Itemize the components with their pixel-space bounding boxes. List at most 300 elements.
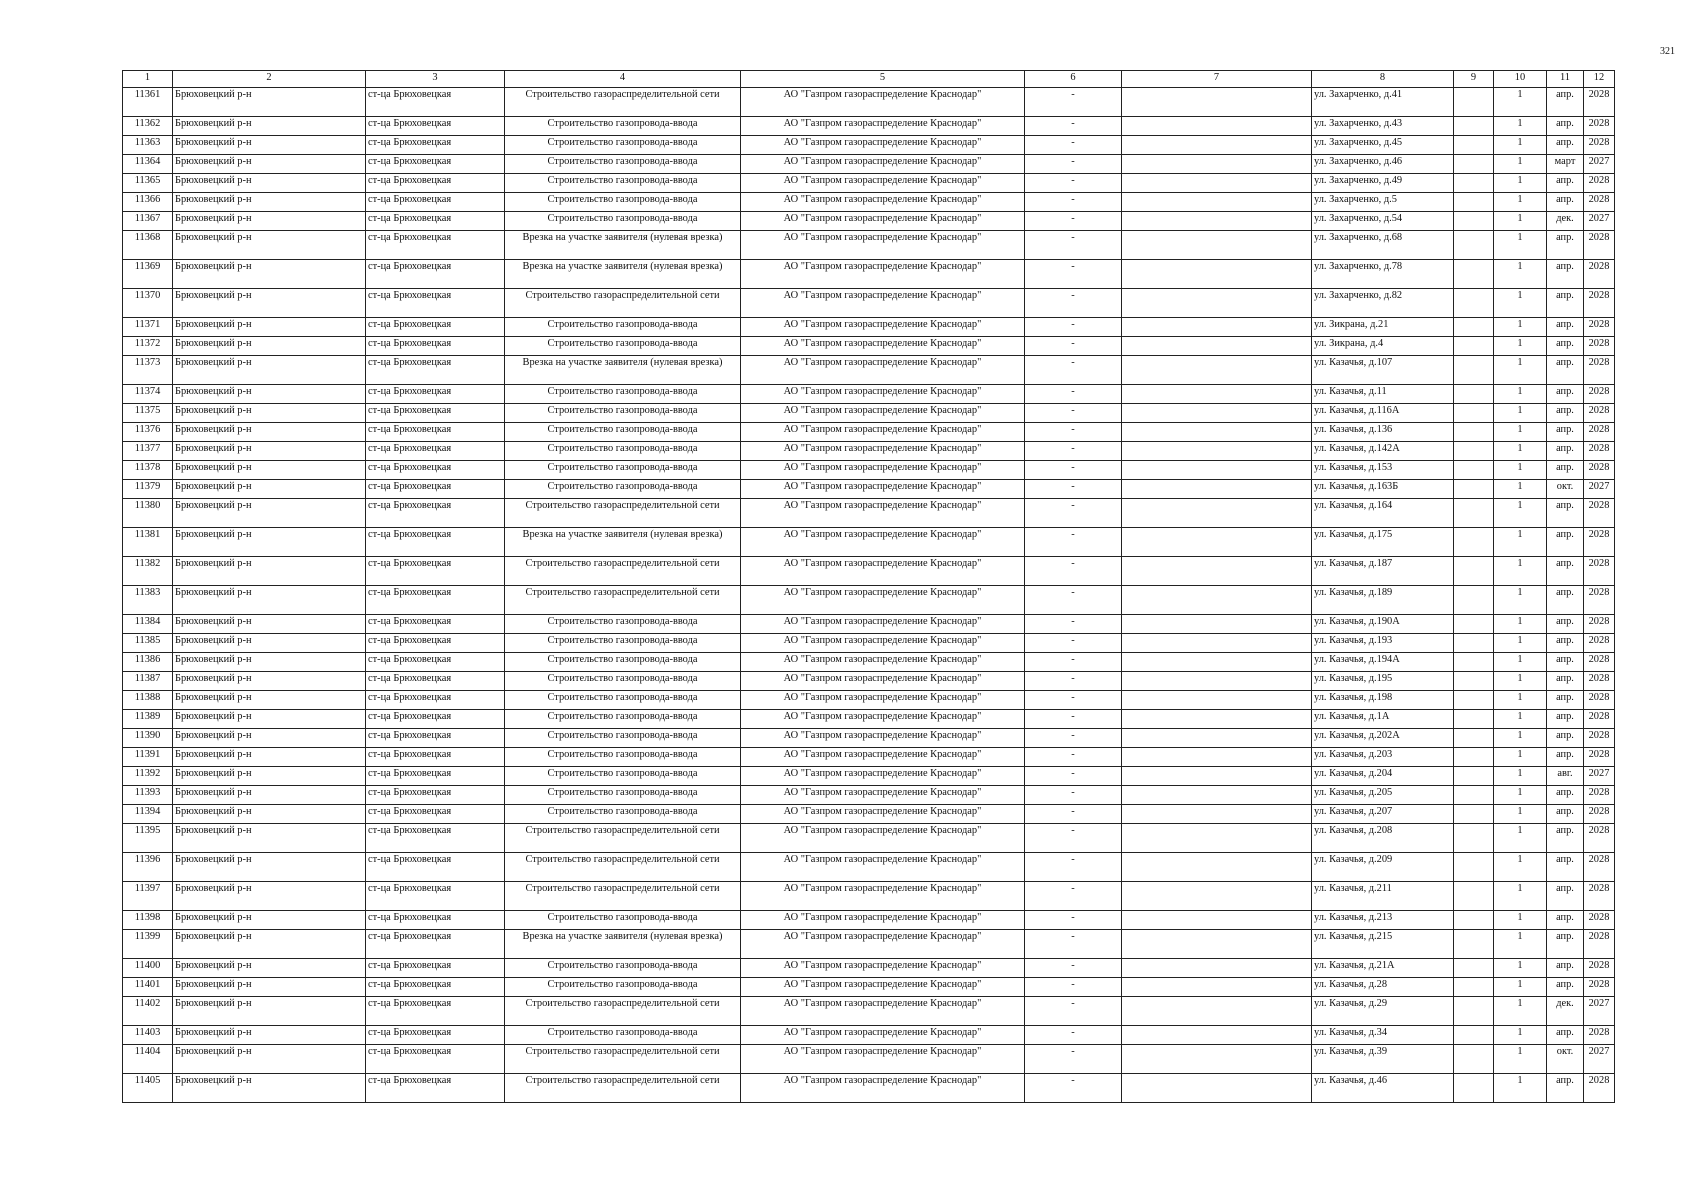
col-9-value xyxy=(1454,136,1494,155)
address: ул. Казачья, д.194А xyxy=(1312,653,1454,672)
table-row xyxy=(123,499,1615,528)
col-6-value: - xyxy=(1025,853,1122,882)
row-number: 11373 xyxy=(123,356,173,385)
col-7-value xyxy=(1122,337,1312,356)
district: Брюховецкий р-н xyxy=(173,691,366,710)
district: Брюховецкий р-н xyxy=(173,193,366,212)
address: ул. Казачья, д.211 xyxy=(1312,882,1454,911)
work-type: Строительство газопровода-ввода xyxy=(505,729,741,748)
district: Брюховецкий р-н xyxy=(173,729,366,748)
quantity: 1 xyxy=(1494,212,1547,231)
work-type: Строительство газопровода-ввода xyxy=(505,634,741,653)
month: апр. xyxy=(1547,748,1584,767)
col-7-value xyxy=(1122,691,1312,710)
district: Брюховецкий р-н xyxy=(173,461,366,480)
work-type: Строительство газопровода-ввода xyxy=(505,212,741,231)
col-9-value xyxy=(1454,824,1494,853)
table-row xyxy=(123,615,1615,634)
year: 2028 xyxy=(1584,911,1615,930)
col-6-value: - xyxy=(1025,442,1122,461)
quantity: 1 xyxy=(1494,882,1547,911)
work-type: Строительство газораспределительной сети xyxy=(505,586,741,615)
settlement: ст-ца Брюховецкая xyxy=(366,480,505,499)
table-row xyxy=(123,729,1615,748)
col-6-value: - xyxy=(1025,260,1122,289)
quantity: 1 xyxy=(1494,691,1547,710)
settlement: ст-ца Брюховецкая xyxy=(366,193,505,212)
address: ул. Казачья, д.107 xyxy=(1312,356,1454,385)
col-6-value: - xyxy=(1025,978,1122,997)
table-row xyxy=(123,423,1615,442)
header-row xyxy=(123,71,1615,88)
col-6-value: - xyxy=(1025,672,1122,691)
col-9-value xyxy=(1454,691,1494,710)
row-number: 11379 xyxy=(123,480,173,499)
table-row xyxy=(123,672,1615,691)
organization: АО "Газпром газораспределение Краснодар" xyxy=(741,634,1025,653)
settlement: ст-ца Брюховецкая xyxy=(366,1074,505,1103)
month: апр. xyxy=(1547,193,1584,212)
column-header-2: 2 xyxy=(173,71,366,88)
table-row xyxy=(123,634,1615,653)
organization: АО "Газпром газораспределение Краснодар" xyxy=(741,423,1025,442)
organization: АО "Газпром газораспределение Краснодар" xyxy=(741,136,1025,155)
col-7-value xyxy=(1122,710,1312,729)
address: ул. Казачья, д.207 xyxy=(1312,805,1454,824)
col-9-value xyxy=(1454,404,1494,423)
month: апр. xyxy=(1547,1026,1584,1045)
col-7-value xyxy=(1122,882,1312,911)
year: 2028 xyxy=(1584,959,1615,978)
table-row xyxy=(123,853,1615,882)
district: Брюховецкий р-н xyxy=(173,337,366,356)
row-number: 11383 xyxy=(123,586,173,615)
year: 2028 xyxy=(1584,193,1615,212)
year: 2028 xyxy=(1584,442,1615,461)
col-6-value: - xyxy=(1025,911,1122,930)
year: 2028 xyxy=(1584,88,1615,117)
col-7-value xyxy=(1122,672,1312,691)
table-row xyxy=(123,442,1615,461)
year: 2028 xyxy=(1584,404,1615,423)
col-7-value xyxy=(1122,911,1312,930)
organization: АО "Газпром газораспределение Краснодар" xyxy=(741,997,1025,1026)
year: 2028 xyxy=(1584,586,1615,615)
settlement: ст-ца Брюховецкая xyxy=(366,557,505,586)
organization: АО "Газпром газораспределение Краснодар" xyxy=(741,260,1025,289)
col-9-value xyxy=(1454,480,1494,499)
year: 2028 xyxy=(1584,978,1615,997)
col-9-value xyxy=(1454,212,1494,231)
column-header-11: 11 xyxy=(1547,71,1584,88)
work-type: Строительство газопровода-ввода xyxy=(505,442,741,461)
organization: АО "Газпром газораспределение Краснодар" xyxy=(741,615,1025,634)
settlement: ст-ца Брюховецкая xyxy=(366,615,505,634)
col-9-value xyxy=(1454,155,1494,174)
organization: АО "Газпром газораспределение Краснодар" xyxy=(741,710,1025,729)
settlement: ст-ца Брюховецкая xyxy=(366,442,505,461)
row-number: 11367 xyxy=(123,212,173,231)
year: 2028 xyxy=(1584,1074,1615,1103)
address: ул. Казачья, д.116А xyxy=(1312,404,1454,423)
col-6-value: - xyxy=(1025,174,1122,193)
column-header-4: 4 xyxy=(505,71,741,88)
year: 2028 xyxy=(1584,499,1615,528)
col-7-value xyxy=(1122,634,1312,653)
district: Брюховецкий р-н xyxy=(173,136,366,155)
district: Брюховецкий р-н xyxy=(173,586,366,615)
address: ул. Казачья, д.208 xyxy=(1312,824,1454,853)
row-number: 11362 xyxy=(123,117,173,136)
work-type: Строительство газопровода-ввода xyxy=(505,615,741,634)
district: Брюховецкий р-н xyxy=(173,356,366,385)
month: апр. xyxy=(1547,586,1584,615)
col-6-value: - xyxy=(1025,882,1122,911)
quantity: 1 xyxy=(1494,289,1547,318)
organization: АО "Газпром газораспределение Краснодар" xyxy=(741,289,1025,318)
table-row xyxy=(123,978,1615,997)
year: 2028 xyxy=(1584,318,1615,337)
organization: АО "Газпром газораспределение Краснодар" xyxy=(741,959,1025,978)
month: дек. xyxy=(1547,212,1584,231)
col-6-value: - xyxy=(1025,1026,1122,1045)
address: ул. Захарченко, д.54 xyxy=(1312,212,1454,231)
col-7-value xyxy=(1122,404,1312,423)
work-type: Строительство газопровода-ввода xyxy=(505,805,741,824)
work-type: Врезка на участке заявителя (нулевая врезка) xyxy=(505,356,741,385)
organization: АО "Газпром газораспределение Краснодар" xyxy=(741,193,1025,212)
year: 2028 xyxy=(1584,461,1615,480)
organization: АО "Газпром газораспределение Краснодар" xyxy=(741,117,1025,136)
work-type: Строительство газораспределительной сети xyxy=(505,557,741,586)
quantity: 1 xyxy=(1494,528,1547,557)
quantity: 1 xyxy=(1494,586,1547,615)
year: 2028 xyxy=(1584,117,1615,136)
work-type: Строительство газопровода-ввода xyxy=(505,155,741,174)
organization: АО "Газпром газораспределение Краснодар" xyxy=(741,1045,1025,1074)
col-7-value xyxy=(1122,318,1312,337)
quantity: 1 xyxy=(1494,423,1547,442)
col-7-value xyxy=(1122,557,1312,586)
year: 2028 xyxy=(1584,930,1615,959)
column-header-10: 10 xyxy=(1494,71,1547,88)
work-type: Строительство газораспределительной сети xyxy=(505,824,741,853)
year: 2028 xyxy=(1584,805,1615,824)
col-6-value: - xyxy=(1025,385,1122,404)
col-9-value xyxy=(1454,442,1494,461)
year: 2028 xyxy=(1584,824,1615,853)
table-row xyxy=(123,1045,1615,1074)
work-type: Строительство газопровода-ввода xyxy=(505,174,741,193)
row-number: 11363 xyxy=(123,136,173,155)
settlement: ст-ца Брюховецкая xyxy=(366,634,505,653)
col-7-value xyxy=(1122,853,1312,882)
quantity: 1 xyxy=(1494,231,1547,260)
col-6-value: - xyxy=(1025,634,1122,653)
row-number: 11394 xyxy=(123,805,173,824)
table-row xyxy=(123,337,1615,356)
work-type: Строительство газопровода-ввода xyxy=(505,193,741,212)
row-number: 11395 xyxy=(123,824,173,853)
table-row xyxy=(123,318,1615,337)
col-9-value xyxy=(1454,231,1494,260)
month: апр. xyxy=(1547,672,1584,691)
col-9-value xyxy=(1454,805,1494,824)
work-type: Строительство газораспределительной сети xyxy=(505,997,741,1026)
table-row xyxy=(123,480,1615,499)
column-header-5: 5 xyxy=(741,71,1025,88)
month: апр. xyxy=(1547,404,1584,423)
table-row xyxy=(123,959,1615,978)
address: ул. Захарченко, д.43 xyxy=(1312,117,1454,136)
quantity: 1 xyxy=(1494,318,1547,337)
col-9-value xyxy=(1454,337,1494,356)
col-6-value: - xyxy=(1025,786,1122,805)
address: ул. Казачья, д.195 xyxy=(1312,672,1454,691)
quantity: 1 xyxy=(1494,260,1547,289)
col-7-value xyxy=(1122,959,1312,978)
col-6-value: - xyxy=(1025,88,1122,117)
month: апр. xyxy=(1547,117,1584,136)
col-9-value xyxy=(1454,260,1494,289)
district: Брюховецкий р-н xyxy=(173,997,366,1026)
settlement: ст-ца Брюховецкая xyxy=(366,289,505,318)
col-6-value: - xyxy=(1025,337,1122,356)
col-7-value xyxy=(1122,586,1312,615)
organization: АО "Газпром газораспределение Краснодар" xyxy=(741,911,1025,930)
settlement: ст-ца Брюховецкая xyxy=(366,729,505,748)
col-9-value xyxy=(1454,356,1494,385)
column-header-12: 12 xyxy=(1584,71,1615,88)
work-type: Строительство газопровода-ввода xyxy=(505,337,741,356)
month: апр. xyxy=(1547,337,1584,356)
organization: АО "Газпром газораспределение Краснодар" xyxy=(741,231,1025,260)
col-7-value xyxy=(1122,461,1312,480)
quantity: 1 xyxy=(1494,499,1547,528)
col-9-value xyxy=(1454,423,1494,442)
settlement: ст-ца Брюховецкая xyxy=(366,691,505,710)
settlement: ст-ца Брюховецкая xyxy=(366,385,505,404)
quantity: 1 xyxy=(1494,442,1547,461)
month: апр. xyxy=(1547,882,1584,911)
col-6-value: - xyxy=(1025,231,1122,260)
table-row xyxy=(123,212,1615,231)
row-number: 11384 xyxy=(123,615,173,634)
address: ул. Захарченко, д.45 xyxy=(1312,136,1454,155)
year: 2028 xyxy=(1584,748,1615,767)
month: окт. xyxy=(1547,480,1584,499)
month: апр. xyxy=(1547,786,1584,805)
gas-works-table xyxy=(122,70,1615,1103)
year: 2028 xyxy=(1584,423,1615,442)
row-number: 11398 xyxy=(123,911,173,930)
quantity: 1 xyxy=(1494,193,1547,212)
quantity: 1 xyxy=(1494,337,1547,356)
col-7-value xyxy=(1122,193,1312,212)
settlement: ст-ца Брюховецкая xyxy=(366,499,505,528)
work-type: Строительство газопровода-ввода xyxy=(505,672,741,691)
table-row xyxy=(123,586,1615,615)
col-6-value: - xyxy=(1025,930,1122,959)
col-9-value xyxy=(1454,1026,1494,1045)
quantity: 1 xyxy=(1494,710,1547,729)
col-7-value xyxy=(1122,930,1312,959)
quantity: 1 xyxy=(1494,174,1547,193)
quantity: 1 xyxy=(1494,653,1547,672)
col-7-value xyxy=(1122,442,1312,461)
district: Брюховецкий р-н xyxy=(173,155,366,174)
col-6-value: - xyxy=(1025,499,1122,528)
work-type: Строительство газопровода-ввода xyxy=(505,117,741,136)
quantity: 1 xyxy=(1494,930,1547,959)
work-type: Врезка на участке заявителя (нулевая врезка) xyxy=(505,231,741,260)
organization: АО "Газпром газораспределение Краснодар" xyxy=(741,442,1025,461)
row-number: 11391 xyxy=(123,748,173,767)
col-7-value xyxy=(1122,729,1312,748)
address: ул. Казачья, д.11 xyxy=(1312,385,1454,404)
work-type: Строительство газопровода-ввода xyxy=(505,1026,741,1045)
col-9-value xyxy=(1454,385,1494,404)
work-type: Строительство газопровода-ввода xyxy=(505,748,741,767)
settlement: ст-ца Брюховецкая xyxy=(366,174,505,193)
address: ул. Захарченко, д.49 xyxy=(1312,174,1454,193)
table-row xyxy=(123,930,1615,959)
month: апр. xyxy=(1547,653,1584,672)
year: 2028 xyxy=(1584,615,1615,634)
work-type: Строительство газопровода-ввода xyxy=(505,385,741,404)
quantity: 1 xyxy=(1494,729,1547,748)
district: Брюховецкий р-н xyxy=(173,88,366,117)
organization: АО "Газпром газораспределение Краснодар" xyxy=(741,586,1025,615)
organization: АО "Газпром газораспределение Краснодар" xyxy=(741,978,1025,997)
col-7-value xyxy=(1122,136,1312,155)
col-9-value xyxy=(1454,318,1494,337)
address: ул. Зикрана, д.4 xyxy=(1312,337,1454,356)
month: апр. xyxy=(1547,1074,1584,1103)
table-row xyxy=(123,385,1615,404)
month: апр. xyxy=(1547,318,1584,337)
district: Брюховецкий р-н xyxy=(173,634,366,653)
month: апр. xyxy=(1547,356,1584,385)
col-6-value: - xyxy=(1025,615,1122,634)
quantity: 1 xyxy=(1494,767,1547,786)
quantity: 1 xyxy=(1494,786,1547,805)
work-type: Врезка на участке заявителя (нулевая врезка) xyxy=(505,260,741,289)
col-6-value: - xyxy=(1025,997,1122,1026)
table-row xyxy=(123,824,1615,853)
row-number: 11392 xyxy=(123,767,173,786)
col-9-value xyxy=(1454,1045,1494,1074)
year: 2027 xyxy=(1584,480,1615,499)
table-row xyxy=(123,767,1615,786)
table-row xyxy=(123,117,1615,136)
address: ул. Казачья, д.202А xyxy=(1312,729,1454,748)
row-number: 11368 xyxy=(123,231,173,260)
table-row xyxy=(123,289,1615,318)
col-6-value: - xyxy=(1025,1074,1122,1103)
organization: АО "Газпром газораспределение Краснодар" xyxy=(741,155,1025,174)
quantity: 1 xyxy=(1494,615,1547,634)
table-row xyxy=(123,136,1615,155)
address: ул. Казачья, д.28 xyxy=(1312,978,1454,997)
col-9-value xyxy=(1454,882,1494,911)
col-7-value xyxy=(1122,805,1312,824)
work-type: Строительство газопровода-ввода xyxy=(505,318,741,337)
year: 2028 xyxy=(1584,260,1615,289)
month: апр. xyxy=(1547,461,1584,480)
organization: АО "Газпром газораспределение Краснодар" xyxy=(741,653,1025,672)
col-6-value: - xyxy=(1025,155,1122,174)
year: 2027 xyxy=(1584,155,1615,174)
quantity: 1 xyxy=(1494,805,1547,824)
col-6-value: - xyxy=(1025,824,1122,853)
row-number: 11393 xyxy=(123,786,173,805)
row-number: 11400 xyxy=(123,959,173,978)
district: Брюховецкий р-н xyxy=(173,805,366,824)
quantity: 1 xyxy=(1494,1026,1547,1045)
district: Брюховецкий р-н xyxy=(173,423,366,442)
col-9-value xyxy=(1454,672,1494,691)
col-6-value: - xyxy=(1025,404,1122,423)
settlement: ст-ца Брюховецкая xyxy=(366,930,505,959)
month: апр. xyxy=(1547,231,1584,260)
row-number: 11365 xyxy=(123,174,173,193)
work-type: Строительство газопровода-ввода xyxy=(505,653,741,672)
col-6-value: - xyxy=(1025,117,1122,136)
address: ул. Зикрана, д.21 xyxy=(1312,318,1454,337)
month: апр. xyxy=(1547,824,1584,853)
year: 2028 xyxy=(1584,786,1615,805)
quantity: 1 xyxy=(1494,959,1547,978)
table-row xyxy=(123,461,1615,480)
quantity: 1 xyxy=(1494,824,1547,853)
settlement: ст-ца Брюховецкая xyxy=(366,853,505,882)
district: Брюховецкий р-н xyxy=(173,1045,366,1074)
year: 2028 xyxy=(1584,528,1615,557)
address: ул. Казачья, д.136 xyxy=(1312,423,1454,442)
settlement: ст-ца Брюховецкая xyxy=(366,231,505,260)
settlement: ст-ца Брюховецкая xyxy=(366,767,505,786)
quantity: 1 xyxy=(1494,672,1547,691)
row-number: 11377 xyxy=(123,442,173,461)
row-number: 11369 xyxy=(123,260,173,289)
address: ул. Казачья, д.153 xyxy=(1312,461,1454,480)
organization: АО "Газпром газораспределение Краснодар" xyxy=(741,557,1025,586)
work-type: Строительство газопровода-ввода xyxy=(505,978,741,997)
month: апр. xyxy=(1547,88,1584,117)
settlement: ст-ца Брюховецкая xyxy=(366,805,505,824)
organization: АО "Газпром газораспределение Краснодар" xyxy=(741,729,1025,748)
district: Брюховецкий р-н xyxy=(173,174,366,193)
district: Брюховецкий р-н xyxy=(173,499,366,528)
table-row xyxy=(123,805,1615,824)
row-number: 11396 xyxy=(123,853,173,882)
month: апр. xyxy=(1547,691,1584,710)
organization: АО "Газпром газораспределение Краснодар" xyxy=(741,174,1025,193)
address: ул. Казачья, д.187 xyxy=(1312,557,1454,586)
organization: АО "Газпром газораспределение Краснодар" xyxy=(741,1026,1025,1045)
settlement: ст-ца Брюховецкая xyxy=(366,997,505,1026)
col-7-value xyxy=(1122,824,1312,853)
col-9-value xyxy=(1454,853,1494,882)
row-number: 11399 xyxy=(123,930,173,959)
settlement: ст-ца Брюховецкая xyxy=(366,88,505,117)
col-7-value xyxy=(1122,289,1312,318)
month: апр. xyxy=(1547,385,1584,404)
row-number: 11371 xyxy=(123,318,173,337)
col-9-value xyxy=(1454,499,1494,528)
table-row xyxy=(123,155,1615,174)
